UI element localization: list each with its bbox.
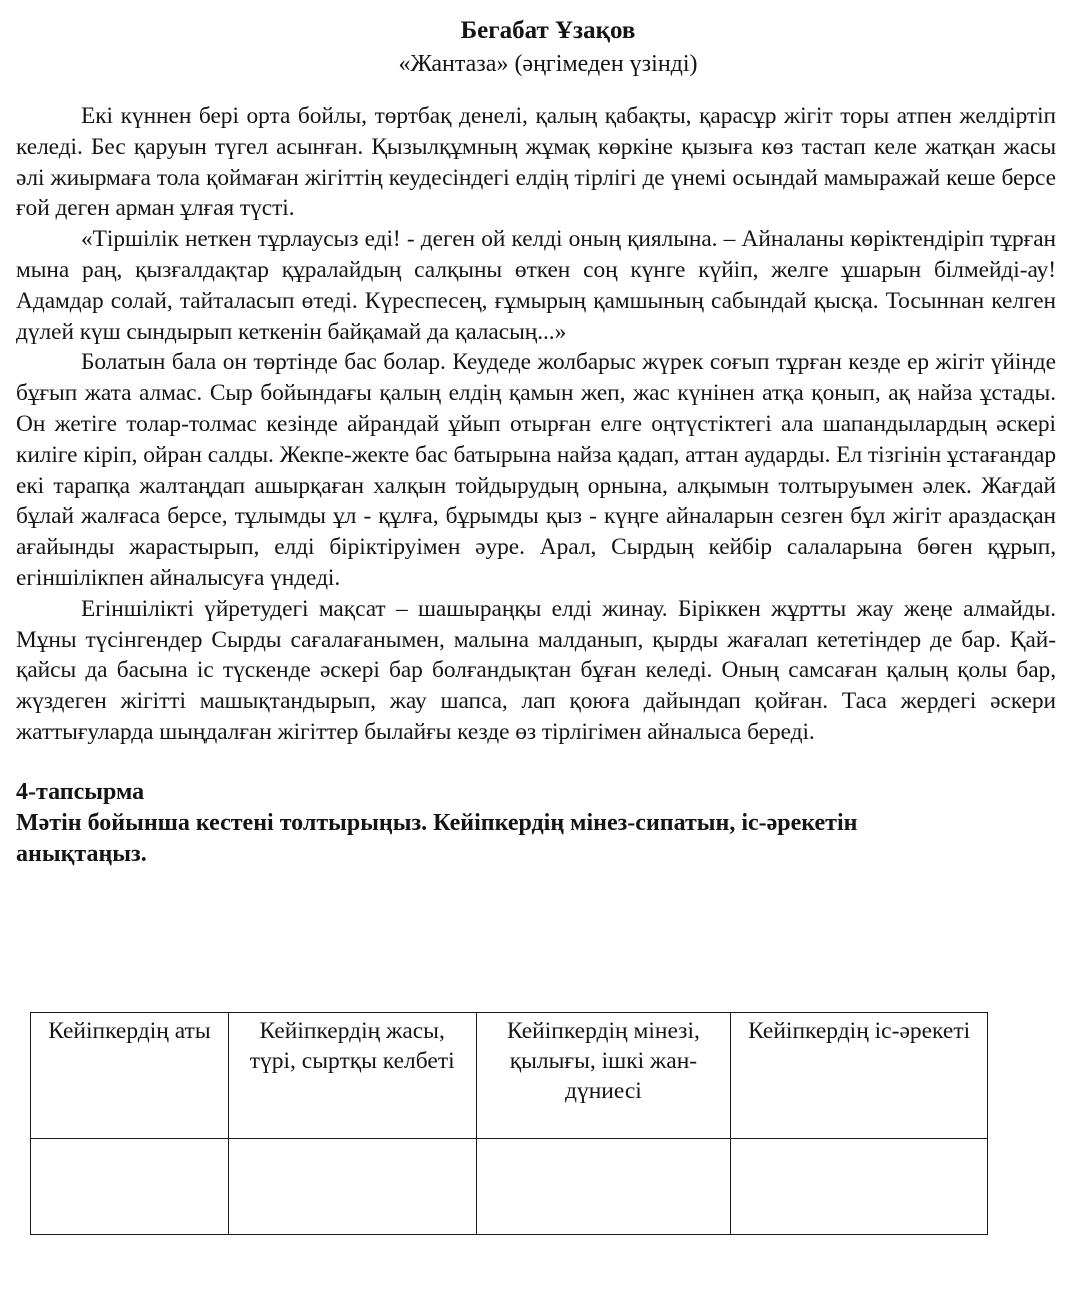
task-number: 4-тапсырма [16,778,145,805]
header-character-temperament: Кейіпкердің мінезі, қылығы, ішкі жан-дүниесі [476,1013,731,1139]
cell-character-name[interactable] [31,1139,229,1235]
task-instruction: Мәтін бойынша кестені толтырыңыз. Кейіпкердің мінез-сипатын, іс-әрекетін анықтаңыз. [16,809,858,867]
cell-character-temperament[interactable] [476,1139,731,1235]
paragraph-4: Егіншілікті үйретудегі мақсат – шашыраңқы елді жинау. Біріккен жұртты жау жеңе алмайды. Мұны түсінгендер Сырды сағалағанымен, малына малданып, қырды жағалап кететіндер де бар. Қай-қайсы да басына іс түскенде әскері бар болғандықтан бұған келеді. Оның самсаған қалың қолы бар, жүздеген жігітті машықтандырып, жау шапса, лап қоюға дайындап қойған. Таса жердегі әскери жаттығуларда шыңдалған жігіттер былайғы кезде өз тірлігімен айналыса береді. [16,595,1056,745]
cell-character-appearance[interactable] [228,1139,476,1235]
document-page [16,14,1056,870]
table-row [31,1139,988,1235]
character-table [30,1012,988,1235]
author-name: Бегабат Ұзақов [460,17,636,44]
table-header-row [31,1013,988,1139]
document-header [40,14,1056,80]
paragraph-1: Екі күннен бері орта бойлы, төртбақ денелі, қалың қабақты, қарасұр жігіт торы атпен желдіртіп келеді. Бес қаруын түгел асынған. Қызылқұмның жұмақ көркіне қызыға көз тастап келе жатқан жасы әлі жиырмаға тола қоймаған жігіттің кеудесіндегі елдің тірлігі де үнемі осындай мамыражай кеше берсе ғой деген арман ұлғая түсті. [16,103,1056,222]
paragraph-3: Болатын бала он төртінде бас болар. Кеудеде жолбарыс жүрек соғып тұрған кезде ер жігіт үйінде бұғып жата алмас. Сыр бойындағы қалың елдің қамын жеп, жас күнінен атқа қонып, ақ найза ұстады. Он жетіге толар-толмас кезінде айрандай ұйып отырған елге оңтүстіктегі ала шапандылардың әскері киліге кіріп, ойран салды. Жекпе-жекте бас батырына найза қадап, аттан аударды. Ел тізгінін ұстағандар екі тарапқа жалтаңдап ашырқаған халқын тойдырудың орнына, алқымын толтыруымен әлек. Жағдай бұлай жалғаса берсе, тұлымды ұл - құлға, бұрымды қыз - күңге айналарын сезген бұл жігіт араздасқан ағайынды жарастырып, елді біріктіруімен әуре. Арал, Сырдың кейбір салаларына бөген құрып, егіншілікпен айналысуға үндеді. [16,349,1056,591]
header-character-actions: Кейіпкердің іс-әрекеті [731,1013,988,1139]
header-character-name: Кейіпкердің аты [31,1013,229,1139]
header-character-appearance: Кейіпкердің жасы, түрі, сыртқы келбеті [228,1013,476,1139]
story-subtitle: «Жантаза» (әңгімеден үзінді) [398,51,698,77]
paragraph-2: «Тіршілік неткен тұрлаусыз еді! - деген ой келді оның қиялына. – Айналаны көріктендіріп тұрған мына раң, қызғалдақтар құралайдың салқыны өткен соң күнге күйіп, желге ұшарын білмейді-ау! Адамдар солай, тайталасып өтеді. Күреспесең, ғұмырың қамшының сабындай қысқа. Тосыннан келген дүлей күш сындырып кеткенін байқамай да қаласың...» [16,226,1056,345]
story-excerpt [16,101,1056,748]
cell-character-actions[interactable] [731,1139,988,1235]
